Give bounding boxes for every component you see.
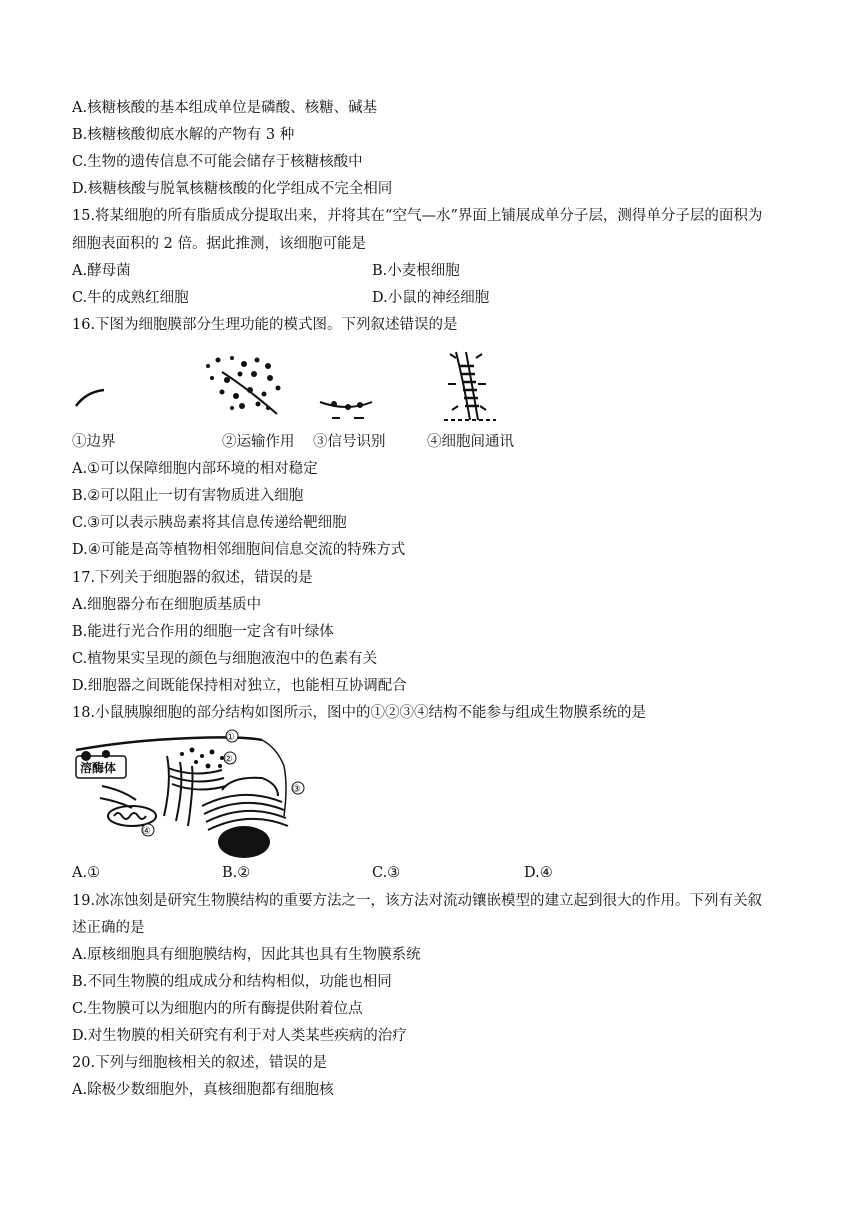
q15-stem-line1: 15.将某细胞的所有脂质成分提取出来，并将其在“空气—水”界面上铺展成单分子层，测得单分子层的面积为: [72, 208, 763, 224]
q18-option-d: D.④: [524, 865, 553, 881]
transport-diagram: [206, 356, 281, 414]
q19-option-a: A.原核细胞具有细胞膜结构，因此其也具有生物膜系统: [72, 947, 421, 963]
q16-option-d: D.④可能是高等植物相邻细胞间信息交流的特殊方式: [72, 542, 406, 558]
figure-label-1: ①: [226, 732, 235, 743]
q18-option-c: C.③: [372, 865, 401, 881]
boundary-diagram: [76, 390, 104, 406]
figure-label-2: ②: [224, 754, 233, 765]
q16-option-c: C.③可以表示胰岛素将其信息传递给靶细胞: [72, 515, 347, 531]
figure-label-4: ④: [142, 826, 151, 837]
q16-option-a: A.①可以保障细胞内部环境的相对稳定: [72, 461, 318, 477]
q16-caption-2: ②运输作用: [222, 434, 295, 450]
q14-option-b: B.核糖核酸彻底水解的产物有 3 种: [72, 127, 295, 143]
q15-option-d: D.小鼠的神经细胞: [372, 290, 490, 306]
q16-caption-3: ③信号识别: [313, 434, 386, 450]
pancreatic-cell-figure: [72, 726, 322, 858]
q15-option-c: C.牛的成熟红细胞: [72, 290, 189, 306]
signal-recognition-diagram: [320, 401, 372, 418]
golgi-apparatus: [164, 756, 226, 826]
lysosome-label: 溶酶体: [80, 761, 117, 775]
membrane-function-figure: [72, 344, 532, 424]
q17-option-b: B.能进行光合作用的细胞一定含有叶绿体: [72, 624, 334, 640]
q16-caption-1: ①边界: [72, 434, 116, 450]
nucleus: [218, 826, 270, 858]
q17-option-a: A.细胞器分布在细胞质基质中: [72, 597, 262, 613]
mitochondrion: [100, 786, 156, 826]
q14-option-c: C.生物的遗传信息不可能会储存于核糖核酸中: [72, 154, 363, 170]
q17-option-d: D.细胞器之间既能保持相对独立，也能相互协调配合: [72, 678, 407, 694]
q15-stem-line2: 细胞表面积的 2 倍。据此推测，该细胞可能是: [72, 236, 366, 252]
q14-option-a: A.核糖核酸的基本组成单位是磷酸、核糖、碱基: [72, 100, 378, 116]
endoplasmic-reticulum: [202, 778, 288, 830]
q18-stem: 18.小鼠胰腺细胞的部分结构如图所示，图中的①②③④结构不能参与组成生物膜系统的是: [72, 705, 647, 721]
figure-label-3: ③: [292, 784, 301, 795]
q19-option-d: D.对生物膜的相关研究有利于对人类某些疾病的治疗: [72, 1028, 407, 1044]
q18-option-b: B.②: [222, 865, 251, 881]
q16-caption-4: ④细胞间通讯: [427, 434, 514, 450]
q16-option-b: B.②可以阻止一切有害物质进入细胞: [72, 488, 304, 504]
q19-option-c: C.生物膜可以为细胞内的所有酶提供附着位点: [72, 1001, 363, 1017]
q15-option-a: A.酵母菌: [72, 263, 131, 279]
q18-option-a: A.①: [72, 865, 101, 881]
q19-stem-line2: 述正确的是: [72, 920, 145, 936]
q14-option-d: D.核糖核酸与脱氧核糖核酸的化学组成不完全相同: [72, 181, 393, 197]
q19-stem-line1: 19.冰冻蚀刻是研究生物膜结构的重要方法之一，该方法对流动镶嵌模型的建立起到很大的作用。下列有关叙: [72, 893, 763, 909]
q20-option-a: A.除极少数细胞外，真核细胞都有细胞核: [72, 1082, 334, 1098]
q17-option-c: C.植物果实呈现的颜色与细胞液泡中的色素有关: [72, 651, 378, 667]
q17-stem: 17.下列关于细胞器的叙述，错误的是: [72, 570, 313, 586]
q15-option-b: B.小麦根细胞: [372, 263, 460, 279]
intercellular-communication-diagram: [444, 352, 496, 420]
q16-stem: 16.下图为细胞膜部分生理功能的模式图。下列叙述错误的是: [72, 317, 458, 333]
q19-option-b: B.不同生物膜的组成成分和结构相似，功能也相同: [72, 974, 392, 990]
q20-stem: 20.下列与细胞核相关的叙述，错误的是: [72, 1055, 328, 1071]
